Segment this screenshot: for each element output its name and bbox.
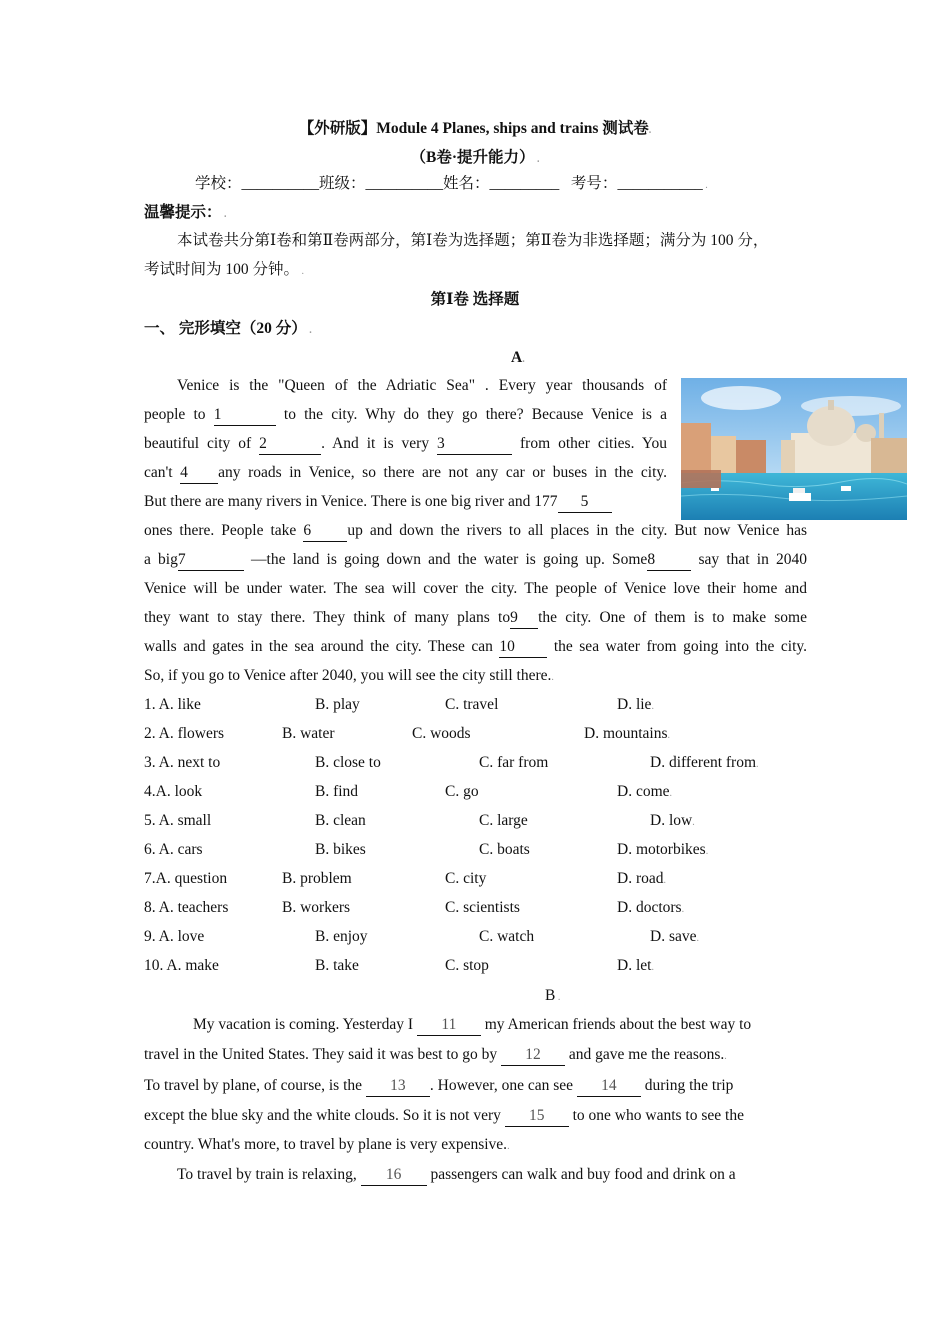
passage-b-line-4: except the blue sky and the white clouds. So it is not very 15 to one who wants to see the [144,1101,807,1130]
option-8-b[interactable]: B. workers [282,899,351,916]
passage-b-line-2: travel in the United States. They said it was best to go by 12 and gave me the reasons.. [144,1040,807,1069]
option-5-b[interactable]: B. clean [315,812,366,829]
passage-b-line-3: To travel by plane, of course, is the 13 . However, one can see 14 during the trip [144,1071,807,1100]
passage-b-line-6: To travel by train is relaxing, 16 passengers can walk and buy food and drink on a [177,1160,807,1189]
option-1-c[interactable]: C. travel [445,696,499,713]
blank-16[interactable]: 16 [361,1165,427,1186]
blank-6[interactable]: 6 [303,521,347,542]
part-one-title: 第Ⅰ卷 选择题 [430,291,520,308]
option-3-c[interactable]: C. far from [479,754,549,771]
option-9-c[interactable]: C. watch [479,928,535,945]
blank-1[interactable]: 1 [214,405,276,426]
class-label: 班级： [319,175,366,192]
option-2-b[interactable]: B. water [282,725,335,742]
passage-a-line-2: people to 1 to the city. Why do they go there? Because Venice is a [144,400,667,429]
option-1-b[interactable]: B. play [315,696,360,713]
option-10-b[interactable]: B. take [315,957,359,974]
passage-a-line-9: they want to stay there. They think of many plans to9 the city. One of them is to make some [144,603,807,632]
option-2-a[interactable]: 2. A. flowers [144,725,225,742]
passage-a-line-4: can't 4 any roads in Venice, so there are not any car or buses in the city. [144,458,667,487]
passage-a-line-8: Venice will be under water. The sea will cover the city. The people of Venice love their home and [144,580,807,597]
option-4-c[interactable]: C. go [445,783,479,800]
school-label: 学校： [195,175,242,192]
number-blank[interactable]: ___________ [617,175,703,192]
option-5-c[interactable]: C. large [479,812,528,829]
option-6-c[interactable]: C. boats [479,841,530,858]
number-label: 考号： [570,175,618,192]
option-3-d[interactable]: D. different from. [650,754,759,771]
school-blank[interactable]: __________ [241,175,320,192]
option-10-d[interactable]: D. let. [617,957,654,974]
blank-9[interactable]: 9 [510,608,538,629]
blank-2[interactable]: 2 [259,434,321,455]
blank-15[interactable]: 15 [505,1106,569,1127]
option-8-c[interactable]: C. scientists [445,899,520,916]
option-7-a[interactable]: 7.A. question [144,870,228,887]
class-blank[interactable]: __________ [365,175,444,192]
option-5-a[interactable]: 5. A. small [144,812,212,829]
tips-heading: 温馨提示： . [144,204,227,221]
name-label: 姓名： [443,175,490,192]
document-subtitle: （B卷·提升能力） . [410,149,540,166]
option-3-a[interactable]: 3. A. next to [144,754,221,771]
option-9-a[interactable]: 9. A. love [144,928,205,945]
option-7-d[interactable]: D. road. [617,870,666,887]
blank-13[interactable]: 13 [366,1076,430,1097]
blank-3[interactable]: 3 [437,434,512,455]
passage-b-label: B . [545,987,561,1004]
option-1-a[interactable]: 1. A. like [144,696,201,713]
passage-a-line-5: But there are many rivers in Venice. There is one big river and 177 5 [144,487,667,516]
passage-a-line-3: beautiful city of 2 . And it is very 3 from other cities. You [144,429,667,458]
option-6-b[interactable]: B. bikes [315,841,366,858]
tips-line-2: 考试时间为 100 分钟。 . [144,261,305,278]
option-5-d[interactable]: D. low. [650,812,695,829]
option-1-d[interactable]: D. lie. [617,696,654,713]
option-9-d[interactable]: D. save. [650,928,699,945]
blank-10[interactable]: 10 [499,637,547,658]
option-7-c[interactable]: C. city [445,870,487,887]
passage-a-line-11: So, if you go to Venice after 2040, you will see the city still there.. [144,667,554,684]
passage-a-line-1: Venice is the "Queen of the Adriatic Sea" . Every year thousands of [177,377,667,394]
tips-line-1: 本试卷共分第Ⅰ卷和第Ⅱ卷两部分，第Ⅰ卷为选择题；第Ⅱ卷为非选择题；满分为 100 分， [177,232,769,249]
blank-4[interactable]: 4 [180,463,218,484]
student-info-line: 学校：__________班级：__________姓名：_________ 考号：___________ . [195,175,708,192]
option-8-a[interactable]: 8. A. teachers [144,899,229,916]
blank-8[interactable]: 8 [647,550,691,571]
blank-14[interactable]: 14 [577,1076,641,1097]
venice-photo [681,378,907,520]
option-3-b[interactable]: B. close to [315,754,381,771]
blank-12[interactable]: 12 [501,1045,565,1066]
option-7-b[interactable]: B. problem [282,870,352,887]
blank-11[interactable]: 11 [417,1015,481,1036]
option-10-c[interactable]: C. stop [445,957,489,974]
blank-5[interactable]: 5 [558,492,612,513]
blank-7[interactable]: 7 [178,550,244,571]
passage-a-line-7: a big7 —the land is going down and the water is going up. Some8 say that in 2040 [144,545,807,574]
option-10-a[interactable]: 10. A. make [144,957,219,974]
option-4-b[interactable]: B. find [315,783,359,800]
option-9-b[interactable]: B. enjoy [315,928,368,945]
cloze-heading: 一、 完形填空（20 分） . [144,320,312,337]
option-2-c[interactable]: C. woods [412,725,471,742]
name-blank[interactable]: _________ [489,175,560,192]
option-4-a[interactable]: 4.A. look [144,783,203,800]
passage-a-label: A. [511,349,525,366]
document-title: 【外研版】Module 4 Planes, ships and trains 测试卷. [298,120,652,137]
option-6-a[interactable]: 6. A. cars [144,841,203,858]
option-2-d[interactable]: D. mountains. [584,725,671,742]
passage-a-line-6: ones there. People take 6 up and down the rivers to all places in the city. But now Venice has [144,516,807,545]
passage-b-line-5: country. What's more, to travel by plane is very expensive.. [144,1136,510,1153]
option-8-d[interactable]: D. doctors. [617,899,685,916]
option-6-d[interactable]: D. motorbikes. [617,841,709,858]
option-4-d[interactable]: D. come. [617,783,673,800]
passage-a-line-10: walls and gates in the sea around the city. These can 10 the sea water from going into the city. [144,632,807,661]
passage-b-line-1: My vacation is coming. Yesterday I 11 my American friends about the best way to [193,1010,807,1039]
